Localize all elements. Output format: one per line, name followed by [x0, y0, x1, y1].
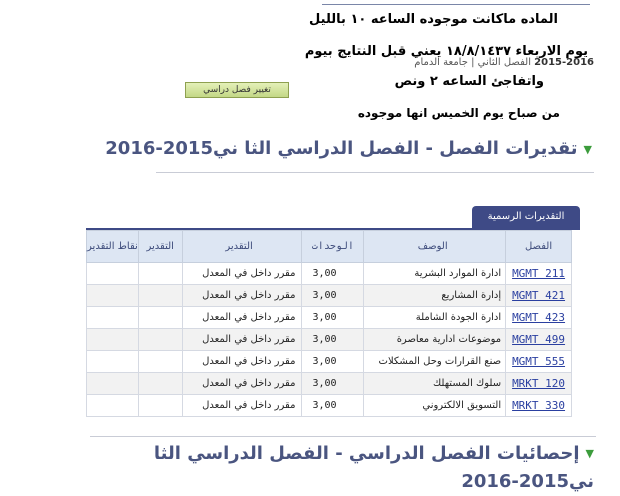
- course-link[interactable]: MGMT 423: [512, 311, 566, 324]
- table-row: [87, 373, 572, 395]
- course-units: 3,00: [302, 285, 364, 307]
- course-grade-points: [87, 395, 139, 417]
- top-rule: [322, 4, 590, 5]
- table-row: [87, 395, 572, 417]
- tab-official-grades[interactable]: التقديرات الرسمية: [472, 206, 580, 228]
- course-grade-alt: [138, 285, 182, 307]
- stats-section-title: إحصائيات الفصل الدراسي - الفصل الدراسي الثا ني2015-2016: [153, 443, 594, 492]
- course-units: 3,00: [302, 329, 364, 351]
- course-link[interactable]: MGMT 211: [512, 267, 566, 280]
- table-header-row: [87, 231, 572, 263]
- overlay-note-2: يوم الاربعاء ١٨/٨/١٤٣٧ يعني قبل النتايج بيوم: [304, 44, 588, 59]
- col-header-units: الوحدات: [302, 231, 364, 263]
- col-header-grade: التقدير: [182, 231, 302, 263]
- overlay-note-1: الماده ماكانت موجوده الساعه ١٠ بالليل: [309, 12, 558, 27]
- course-units: 3,00: [302, 351, 364, 373]
- course-units: 3,00: [302, 263, 364, 285]
- change-term-button[interactable]: تغيير فصل دراسي: [185, 82, 289, 98]
- grades-section-title: تقديرات الفصل - الفصل الدراسي الثا ني2015-2016: [105, 138, 578, 159]
- course-grade: مقرر داخل في المعدل: [182, 373, 302, 395]
- grades-table: [86, 230, 572, 417]
- course-link[interactable]: MRKT 330: [512, 399, 566, 412]
- term-separator: |: [471, 57, 475, 68]
- course-grade-alt: [138, 351, 182, 373]
- course-description: إدارة المشاريع: [364, 285, 506, 307]
- table-row: [87, 307, 572, 329]
- course-description: موضوعات ادارية معاصرة: [364, 329, 506, 351]
- col-header-description: الوصف: [364, 231, 506, 263]
- course-grade-alt: [138, 373, 182, 395]
- course-grade: مقرر داخل في المعدل: [182, 263, 302, 285]
- course-link[interactable]: MRKT 120: [512, 377, 566, 390]
- course-grade-alt: [138, 263, 182, 285]
- table-row: [87, 329, 572, 351]
- course-grade: مقرر داخل في المعدل: [182, 307, 302, 329]
- course-grade: مقرر داخل في المعدل: [182, 351, 302, 373]
- grades-section-header[interactable]: [105, 138, 592, 159]
- section-divider: [90, 436, 596, 437]
- course-grade-alt: [138, 395, 182, 417]
- course-grade-points: [87, 373, 139, 395]
- course-grade: مقرر داخل في المعدل: [182, 329, 302, 351]
- course-grade-points: [87, 351, 139, 373]
- col-header-course: الفصل: [506, 231, 572, 263]
- table-row: [87, 285, 572, 307]
- triangle-down-icon[interactable]: ▼: [585, 447, 594, 460]
- term-info: [414, 57, 594, 68]
- course-description: التسويق الالكتروني: [364, 395, 506, 417]
- table-row: [87, 351, 572, 373]
- course-description: ادارة الجودة الشاملة: [364, 307, 506, 329]
- term-label: الفصل الثاني: [477, 57, 531, 68]
- course-grade-points: [87, 307, 139, 329]
- table-row: [87, 263, 572, 285]
- triangle-down-icon[interactable]: ▼: [583, 142, 592, 156]
- section-divider: [156, 172, 594, 173]
- course-grade-points: [87, 263, 139, 285]
- course-description: ادارة الموارد البشرية: [364, 263, 506, 285]
- overlay-note-3: واتفاجئ الساعه ٢ ونص: [394, 74, 544, 89]
- course-grade-alt: [138, 307, 182, 329]
- course-grade-points: [87, 329, 139, 351]
- course-units: 3,00: [302, 395, 364, 417]
- course-grade: مقرر داخل في المعدل: [182, 285, 302, 307]
- course-description: صنع القرارات وحل المشكلات: [364, 351, 506, 373]
- course-link[interactable]: MGMT 499: [512, 333, 566, 346]
- course-grade-points: [87, 285, 139, 307]
- course-grade: مقرر داخل في المعدل: [182, 395, 302, 417]
- col-header-grade-points: نقاط التقدير: [87, 231, 139, 263]
- course-grade-alt: [138, 329, 182, 351]
- course-units: 3,00: [302, 373, 364, 395]
- overlay-note-4: من صباح يوم الخميس انها موجوده: [357, 106, 560, 120]
- course-link[interactable]: MGMT 421: [512, 289, 566, 302]
- course-description: سلوك المستهلك: [364, 373, 506, 395]
- stats-section-header[interactable]: [94, 440, 594, 496]
- col-header-grade-alt: التقدير: [138, 231, 182, 263]
- term-year: 2015-2016: [534, 57, 594, 68]
- course-link[interactable]: MGMT 555: [512, 355, 566, 368]
- university-name: جامعة الدمام: [414, 57, 468, 68]
- course-units: 3,00: [302, 307, 364, 329]
